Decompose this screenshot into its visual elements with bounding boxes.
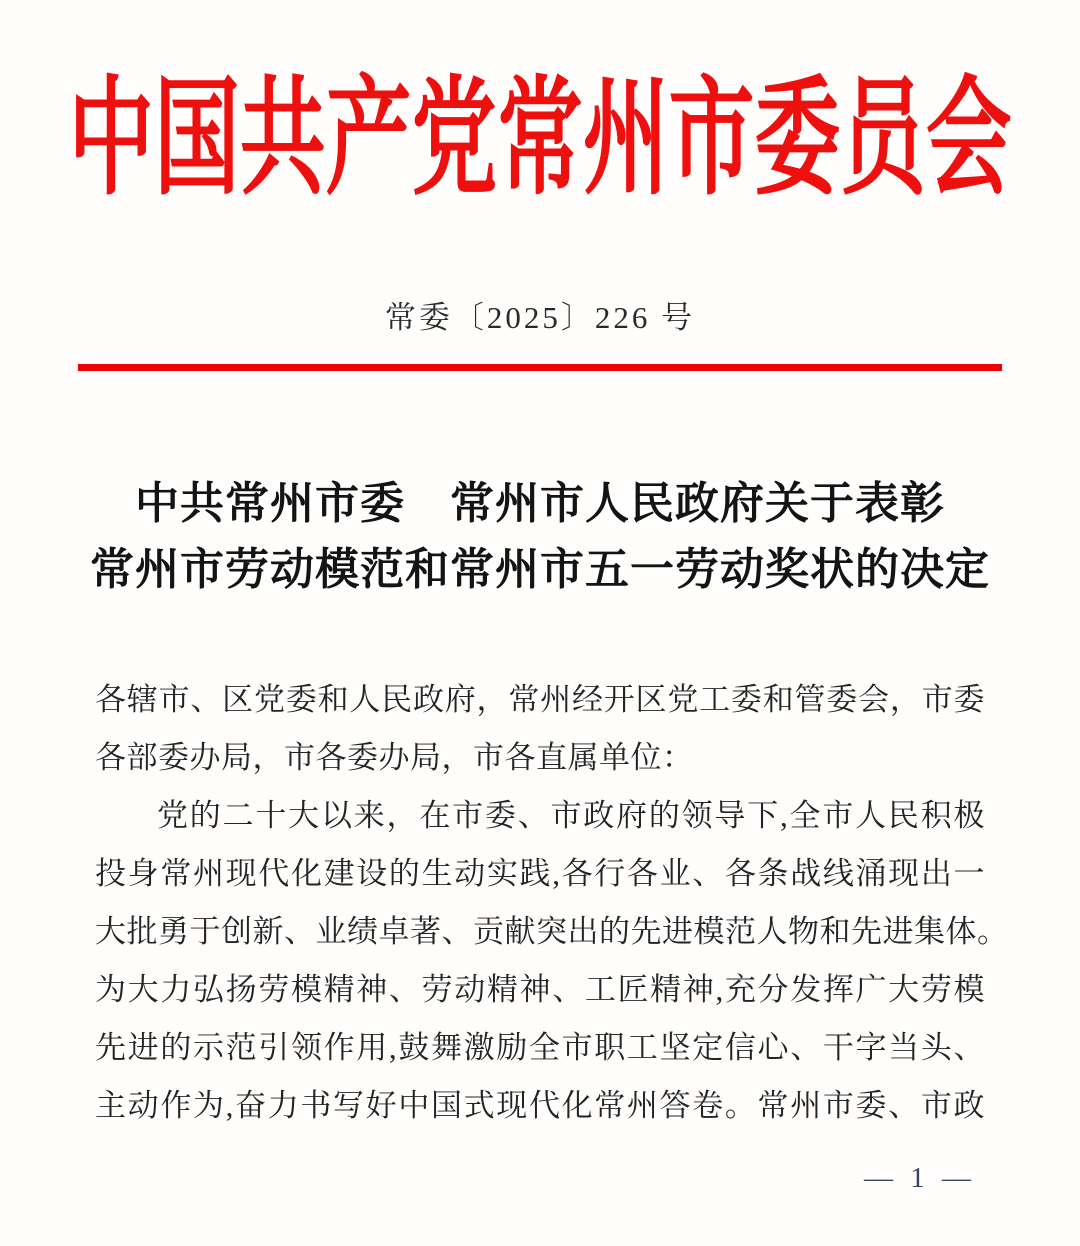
body-line: 大批勇于创新、业绩卓著、贡献突出的先进模范人物和先进集体。 bbox=[95, 914, 1009, 949]
body-line: 先进的示范引领作用,鼓舞激励全市职工坚定信心、干字当头、 bbox=[95, 1030, 985, 1065]
page-number: — 1 — bbox=[864, 1162, 976, 1194]
body-line: 投身常州现代化建设的生动实践,各行各业、各条战线涌现出一 bbox=[95, 856, 985, 891]
issuing-authority-title: 中国共产党常州市委员会 bbox=[68, 68, 1012, 210]
document-number: 常委〔2025〕226 号 bbox=[384, 300, 696, 335]
document-title-line-2: 常州市劳动模范和常州市五一劳动奖状的决定 bbox=[90, 545, 990, 594]
document-title bbox=[0, 471, 1080, 603]
body-line-salutation-1: 各辖市、区党委和人民政府，常州经开区党工委和管委会，市委 bbox=[95, 682, 985, 717]
body-line: 主动作为,奋力书写好中国式现代化常州答卷。常州市委、市政 bbox=[95, 1088, 985, 1123]
document-title-line-1: 中共常州市委 常州市人民政府关于表彰 bbox=[135, 479, 945, 528]
body-line-paragraph-start: 党的二十大以来，在市委、市政府的领导下,全市人民积极 bbox=[157, 798, 985, 833]
body-line-salutation-2: 各部委办局，市各委办局，市各直属单位： bbox=[95, 740, 694, 775]
document-body bbox=[95, 671, 1009, 1135]
body-line: 为大力弘扬劳模精神、劳动精神、工匠精神,充分发挥广大劳模 bbox=[95, 972, 985, 1007]
red-divider-rule bbox=[78, 364, 1002, 371]
letterhead bbox=[0, 68, 1080, 216]
